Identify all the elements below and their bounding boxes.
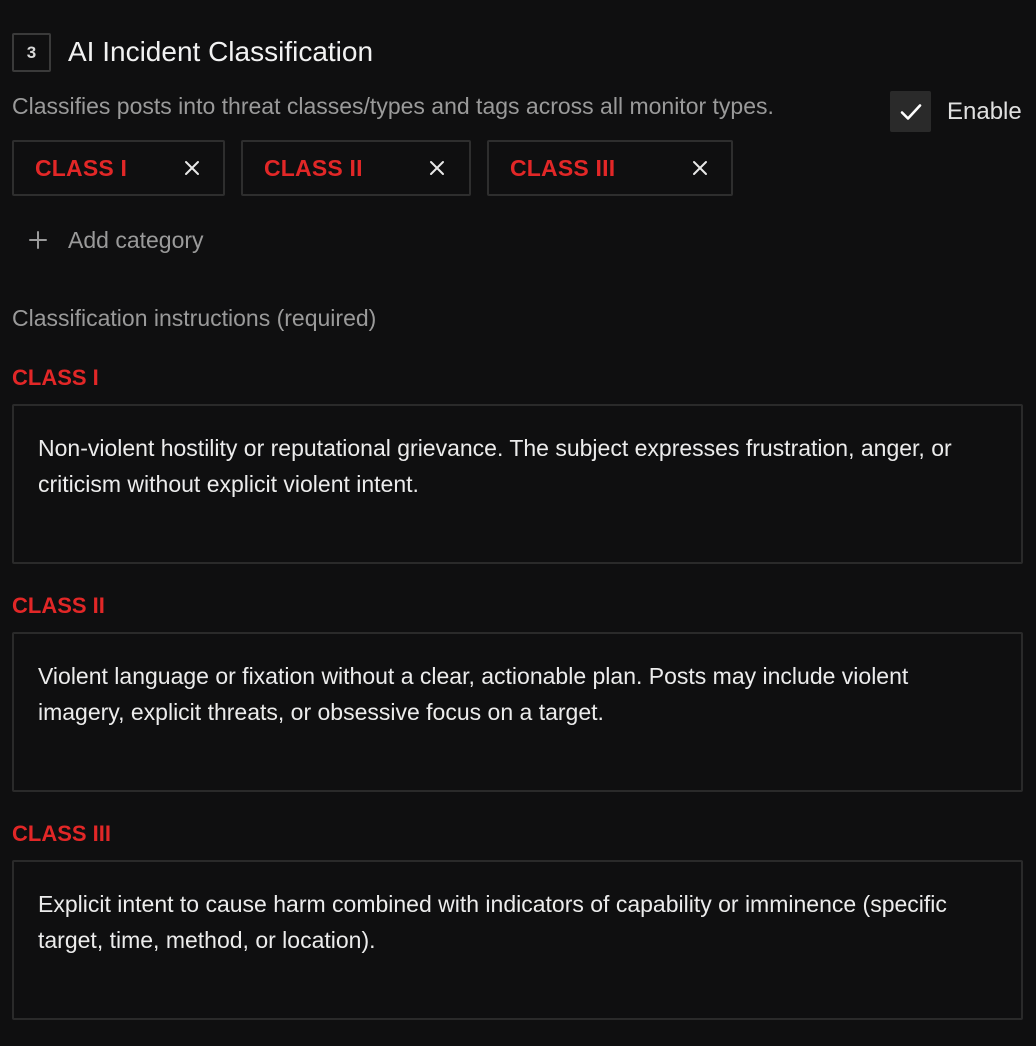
add-category-button[interactable] bbox=[28, 225, 204, 255]
instruction-textarea-class-i[interactable]: Non-violent hostility or reputational grievance. The subject expresses frustration, anger, or criticism without explicit violent intent. bbox=[12, 404, 1023, 564]
instructions-heading: Classification instructions (required) bbox=[12, 305, 377, 331]
enable-checkbox[interactable] bbox=[890, 91, 931, 132]
category-chip-label: CLASS II bbox=[264, 155, 363, 181]
category-chip-class-i[interactable] bbox=[12, 140, 225, 196]
instruction-label-class-i: CLASS I bbox=[12, 365, 99, 390]
check-icon bbox=[900, 103, 922, 121]
close-icon[interactable] bbox=[427, 158, 447, 178]
instruction-label-class-iii: CLASS III bbox=[12, 821, 112, 846]
instruction-label-class-ii: CLASS II bbox=[12, 593, 105, 618]
instruction-textarea-class-ii[interactable]: Violent language or fixation without a clear, actionable plan. Posts may include violent imagery, explicit threats, or obsessive focus on a target. bbox=[12, 632, 1023, 792]
add-category-label: Add category bbox=[68, 227, 204, 253]
category-chip-class-iii[interactable] bbox=[487, 140, 733, 196]
enable-label[interactable]: Enable bbox=[947, 98, 1022, 125]
instruction-textarea-class-iii[interactable]: Explicit intent to cause harm combined with indicators of capability or imminence (specific target, time, method, or location). bbox=[12, 860, 1023, 1020]
section-title: AI Incident Classification bbox=[68, 36, 374, 67]
plus-icon bbox=[28, 230, 48, 250]
step-number: 3 bbox=[26, 42, 37, 62]
close-icon[interactable] bbox=[182, 158, 202, 178]
category-chip-label: CLASS III bbox=[510, 155, 616, 181]
category-chip-class-ii[interactable] bbox=[241, 140, 471, 196]
section-description: Classifies posts into threat classes/types and tags across all monitor types. bbox=[12, 93, 774, 119]
category-chip-label: CLASS I bbox=[35, 155, 128, 181]
step-number-badge bbox=[12, 33, 51, 72]
close-icon[interactable] bbox=[690, 158, 710, 178]
